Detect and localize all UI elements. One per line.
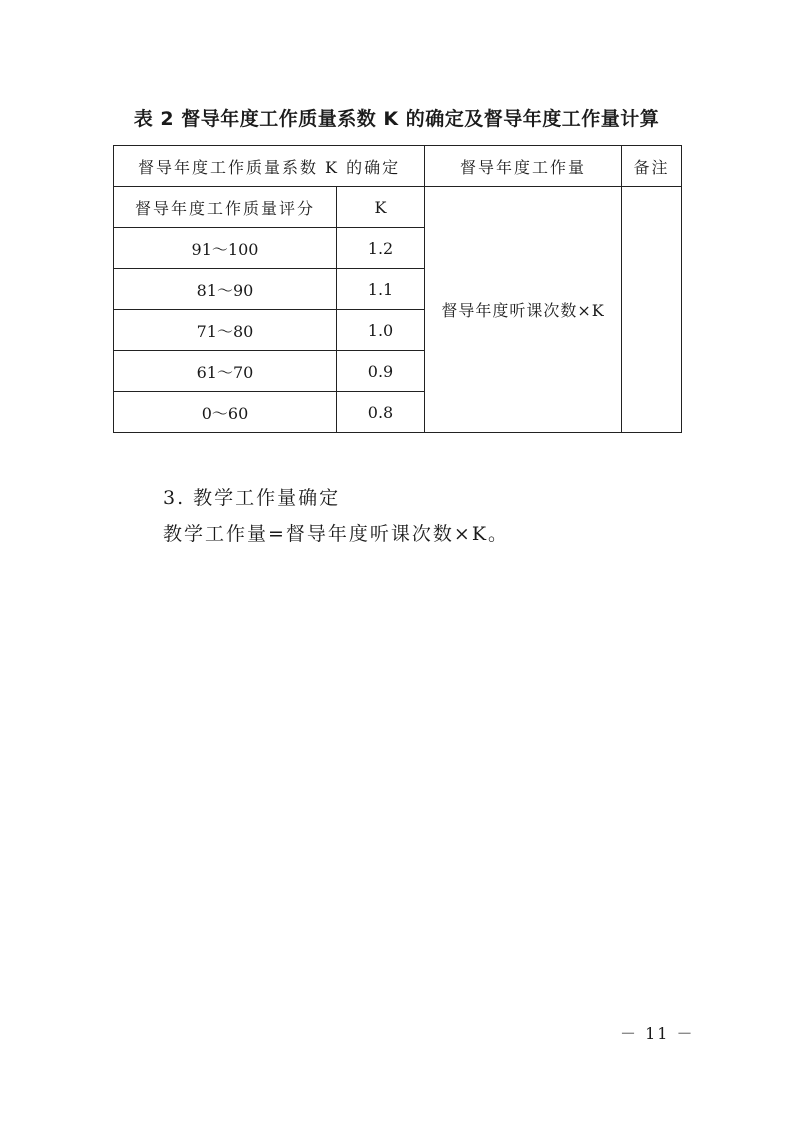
page-number: － 11 － xyxy=(620,1024,695,1043)
subheader-k: K xyxy=(337,187,425,228)
score-range-cell: 71～80 xyxy=(114,310,337,351)
k-coefficient-table xyxy=(113,145,682,433)
header-remarks: 备注 xyxy=(622,146,682,187)
k-value-cell: 1.2 xyxy=(337,228,425,269)
section-heading: 3. 教学工作量确定 xyxy=(163,487,341,509)
score-range-cell: 61～70 xyxy=(114,351,337,392)
section-body: 教学工作量=督导年度听课次数×K。 xyxy=(163,523,510,545)
table-subheader-row xyxy=(114,187,682,228)
workload-formula-cell: 督导年度听课次数×K xyxy=(425,187,622,433)
score-range-cell: 91～100 xyxy=(114,228,337,269)
score-range-cell: 81～90 xyxy=(114,269,337,310)
subheader-quality-score: 督导年度工作质量评分 xyxy=(114,187,337,228)
table-title: 表 2 督导年度工作质量系数 K 的确定及督导年度工作量计算 xyxy=(133,108,660,130)
score-range-cell: 0～60 xyxy=(114,392,337,433)
k-value-cell: 1.0 xyxy=(337,310,425,351)
k-value-cell: 0.9 xyxy=(337,351,425,392)
k-value-cell: 0.8 xyxy=(337,392,425,433)
remarks-cell xyxy=(622,187,682,433)
header-k-determination: 督导年度工作质量系数 K 的确定 xyxy=(114,146,425,187)
header-annual-workload: 督导年度工作量 xyxy=(425,146,622,187)
table-header-row xyxy=(114,146,682,187)
k-value-cell: 1.1 xyxy=(337,269,425,310)
